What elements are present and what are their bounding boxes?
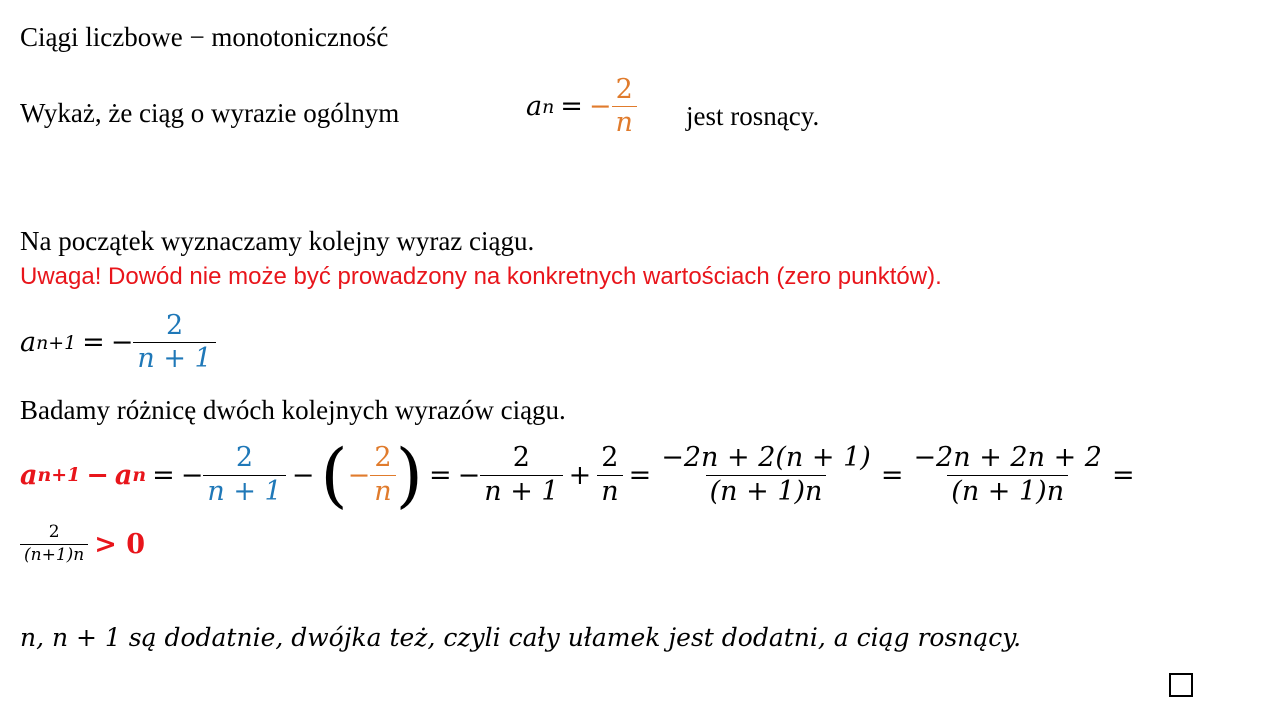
task-fraction: $\frac{2}{n}$ [612, 76, 637, 138]
fraction-step3: $\frac{2}{n}$ [597, 444, 622, 506]
difference-line: Badamy różnicę dwóch kolejnych wyrazów ciągu. [20, 395, 566, 425]
final-result: $\frac{2}{(n+1)n}$ > 0 [20, 524, 145, 565]
fraction-next-term: $\frac{2}{n + 1}$ [203, 444, 285, 506]
fraction-final: $\frac{2}{(n+1)n}$ [20, 524, 88, 565]
next-term-fraction: $\frac{2}{n + 1}$ [133, 312, 215, 374]
square-icon [1169, 673, 1193, 697]
derivation-line: a n+1 − a n = − $\frac{2}{n + 1}$ − ( − $\frac{2}{n}$ ) = − $\frac{2}{n + 1}$ + $\frac{2}{n}$ = $\frac{-2n + 2(n + 1)}{(n + 1)n}$ = $\frac{-2n + 2n + 2}{(n + 1)n}$ = [20, 434, 1135, 516]
task-formula: a n = − $\frac{2}{n}$ [526, 76, 637, 138]
conclusion: n, n + 1 są dodatnie, dwójka też, czyli cały ułamek jest dodatni, a ciąg rosnący. [20, 623, 1022, 652]
fraction-step5: $\frac{-2n + 2n + 2}{(n + 1)n}$ [913, 442, 1102, 507]
fraction-term: $\frac{2}{n}$ [370, 444, 395, 506]
next-term-formula: a n+1 = − $\frac{2}{n + 1}$ [20, 312, 216, 374]
intro-line: Na początek wyznaczamy kolejny wyraz ciągu. [20, 226, 535, 256]
task-suffix: jest rosnący. [686, 101, 820, 131]
fraction-step4: $\frac{-2n + 2(n + 1)}{(n + 1)n}$ [661, 442, 871, 507]
task-prefix: Wykaż, że ciąg o wyrazie ogólnym [20, 98, 400, 128]
fraction-step2: $\frac{2}{n + 1}$ [480, 444, 562, 506]
warning-line: Uwaga! Dowód nie może być prowadzony na konkretnych wartościach (zero punktów). [20, 263, 942, 290]
page-title: Ciągi liczbowe − monotoniczność [20, 22, 389, 52]
